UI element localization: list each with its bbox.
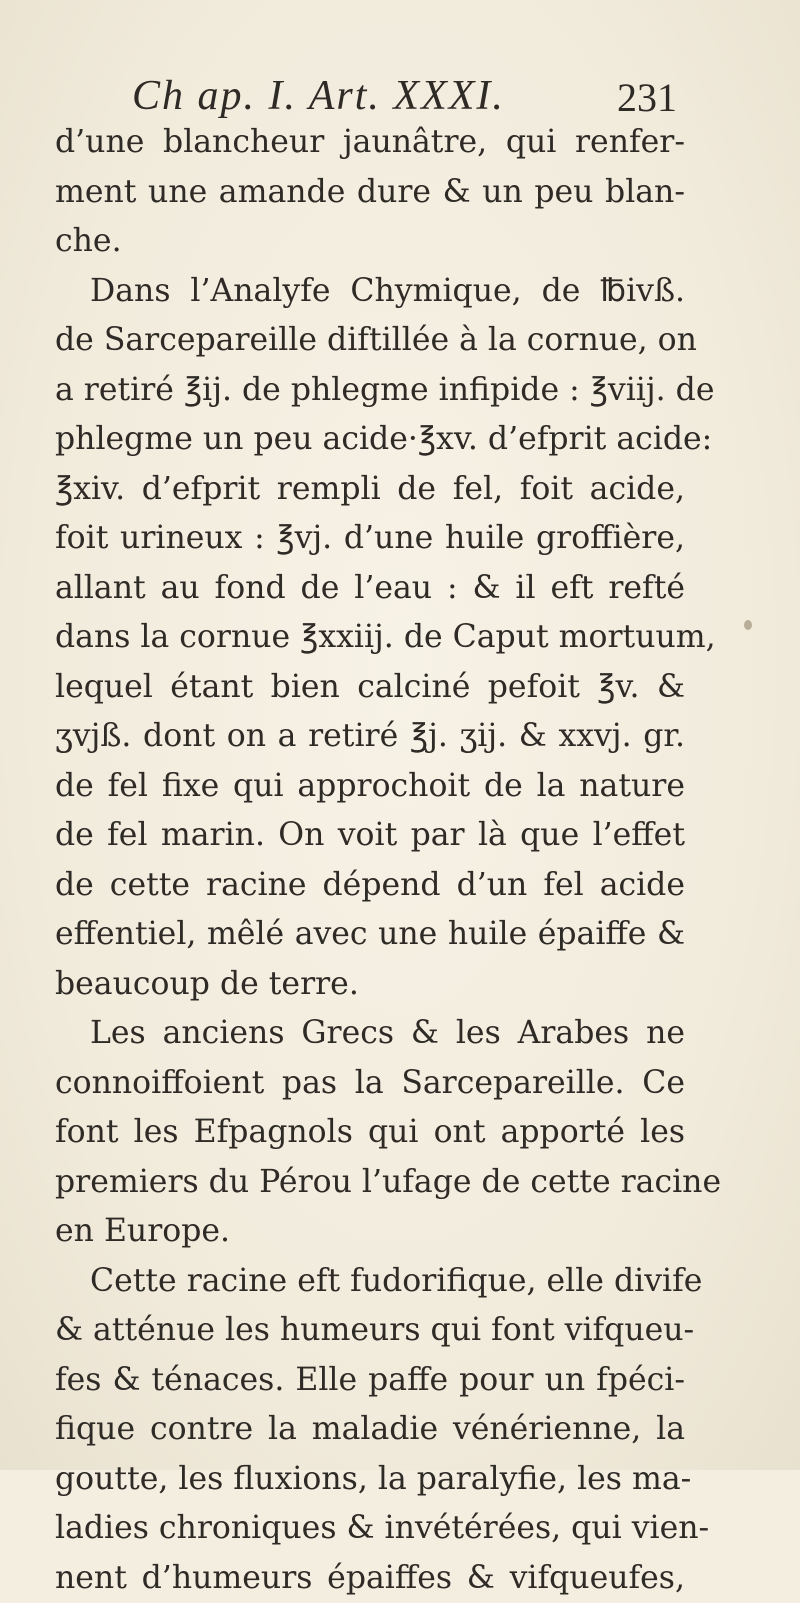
text-line: de fel fixe qui approchoit de la nature [55, 762, 685, 812]
text-line: Dans l’Analyfe Chymique, de ℔ivß. [55, 267, 685, 317]
text-line: ℥xiv. d’efprit rempli de fel, foit acide, [55, 465, 685, 515]
text-line: de fel marin. On voit par là que l’effet [55, 811, 685, 861]
body-text [55, 118, 685, 1603]
ink-spot [744, 620, 752, 630]
text-line: Les anciens Grecs & les Arabes ne [55, 1009, 685, 1059]
text-line: & atténue les humeurs qui font vifqueu- [55, 1306, 685, 1356]
text-line: en Europe. [55, 1207, 685, 1257]
text-line: foit urineux : ℥vj. d’une huile groffière, [55, 514, 685, 564]
text-line: nent d’humeurs épaiffes & vifqueufes, [55, 1554, 685, 1603]
text-line: d’une blancheur jaunâtre, qui renfer- [55, 118, 685, 168]
text-line: de Sarcepareille diftillée à la cornue, on [55, 316, 685, 366]
text-line: phlegme un peu acide·℥xv. d’efprit acide: [55, 415, 685, 465]
text-line: effentiel, mêlé avec une huile épaiffe & [55, 910, 685, 960]
text-line: Cette racine eft fudorifique, elle divife [55, 1257, 685, 1307]
text-line: allant au fond de l’eau : & il eft refté [55, 564, 685, 614]
text-line: lequel étant bien calciné pefoit ℥v. & [55, 663, 685, 713]
running-title: Ch ap. I. Art. XXXI. [132, 72, 505, 120]
running-head [132, 72, 677, 122]
text-line: connoiffoient pas la Sarcepareille. Ce [55, 1059, 685, 1109]
text-line: goutte, les fluxions, la paralyfie, les ma- [55, 1455, 685, 1505]
page-number: 231 [617, 74, 677, 121]
text-line: dans la cornue ℥xxiij. de Caput mortuum, [55, 613, 685, 663]
text-line: ladies chroniques & invétérées, qui vien- [55, 1504, 685, 1554]
text-line: che. [55, 217, 685, 267]
text-line: premiers du Pérou l’ufage de cette racine [55, 1158, 685, 1208]
text-line: ʒvjß. dont on a retiré ℥j. ʒij. & xxvj. gr. [55, 712, 685, 762]
text-line: fes & ténaces. Elle paffe pour un fpéci- [55, 1356, 685, 1406]
text-line: beaucoup de terre. [55, 960, 685, 1010]
text-line: de cette racine dépend d’un fel acide [55, 861, 685, 911]
text-line: ment une amande dure & un peu blan- [55, 168, 685, 218]
text-line: font les Efpagnols qui ont apporté les [55, 1108, 685, 1158]
text-line: a retiré ℥ij. de phlegme infipide : ℥viij. de [55, 366, 685, 416]
text-line: fique contre la maladie vénérienne, la [55, 1405, 685, 1455]
